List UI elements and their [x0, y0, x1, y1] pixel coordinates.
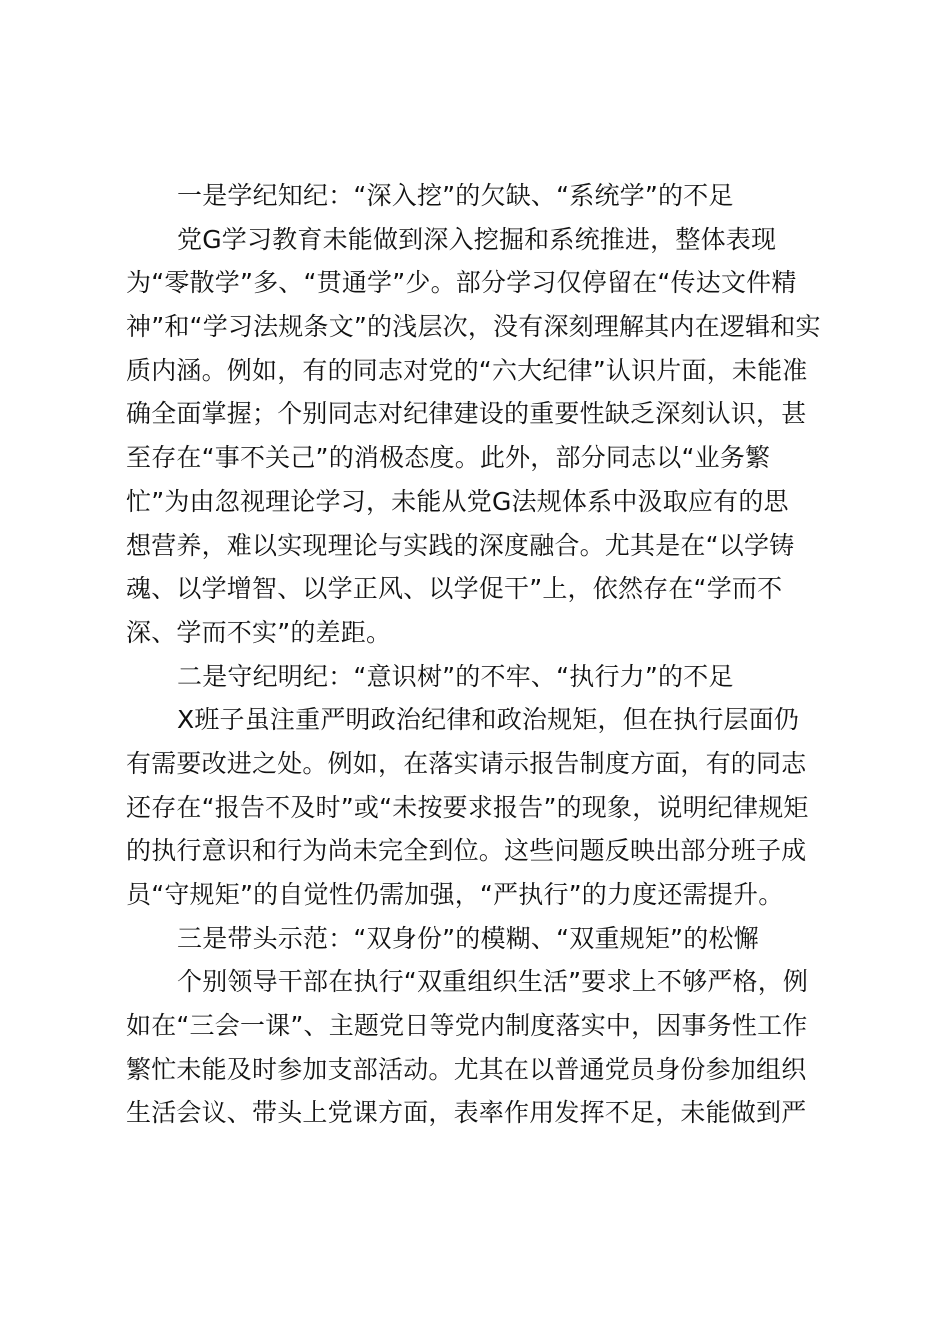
paragraph-line: 想营养，难以实现理论与实践的深度融合。尤其是在“以学铸 [126, 530, 795, 560]
paragraph-line: 深、学而不实”的差距。 [126, 617, 392, 647]
paragraph-line: 神”和“学习法规条文”的浅层次，没有深刻理解其内在逻辑和实 [126, 312, 821, 342]
paragraph-line: 有需要改进之处。例如，在落实请示报告制度方面，有的同志 [126, 748, 807, 778]
paragraph-line: 繁忙未能及时参加支部活动。尤其在以普通党员身份参加组织 [126, 1054, 807, 1084]
paragraph-line: 确全面掌握；个别同志对纪律建设的重要性缺乏深刻认识，甚 [126, 399, 807, 429]
section-heading-2: 二是守纪明纪：“意识树”的不牢、“执行力”的不足 [177, 661, 734, 691]
document-page [126, 174, 826, 1135]
paragraph-line: 忙”为由忽视理论学习，未能从党G法规体系中汲取应有的思 [126, 486, 789, 516]
paragraph-line: 的执行意识和行为尚未完全到位。这些问题反映出部分班子成 [126, 836, 807, 866]
paragraph-line: 生活会议、带头上党课方面，表率作用发挥不足，未能做到严 [126, 1098, 807, 1128]
paragraph-line: X班子虽注重严明政治纪律和政治规矩，但在执行层面仍 [177, 705, 800, 735]
paragraph-line: 至存在“事不关己”的消极态度。此外，部分同志以“业务繁 [126, 443, 771, 473]
paragraph-line: 为“零散学”多、“贯通学”少。部分学习仅停留在“传达文件精 [126, 268, 797, 298]
paragraph-line: 质内涵。例如，有的同志对党的“六大纪律”认识片面，未能准 [126, 355, 808, 385]
section-heading-1: 一是学纪知纪：“深入挖”的欠缺、“系统学”的不足 [177, 181, 734, 210]
paragraph-line: 魂、以学增智、以学正风、以学促干”上，依然存在“学而不 [126, 574, 783, 604]
paragraph-line: 个别领导干部在执行“双重组织生活”要求上不够严格，例 [177, 967, 809, 997]
paragraph-line: 还存在“报告不及时”或“未按要求报告”的现象，说明纪律规矩 [126, 792, 809, 822]
section-heading-3: 三是带头示范：“双身份”的模糊、“双重规矩”的松懈 [177, 923, 759, 953]
paragraph-line: 党G学习教育未能做到深入挖掘和系统推进，整体表现 [177, 224, 777, 254]
paragraph-line: 如在“三会一课”、主题党日等党内制度落实中，因事务性工作 [126, 1011, 808, 1041]
paragraph-line: 员“守规矩”的自觉性仍需加强，“严执行”的力度还需提升。 [126, 880, 784, 909]
